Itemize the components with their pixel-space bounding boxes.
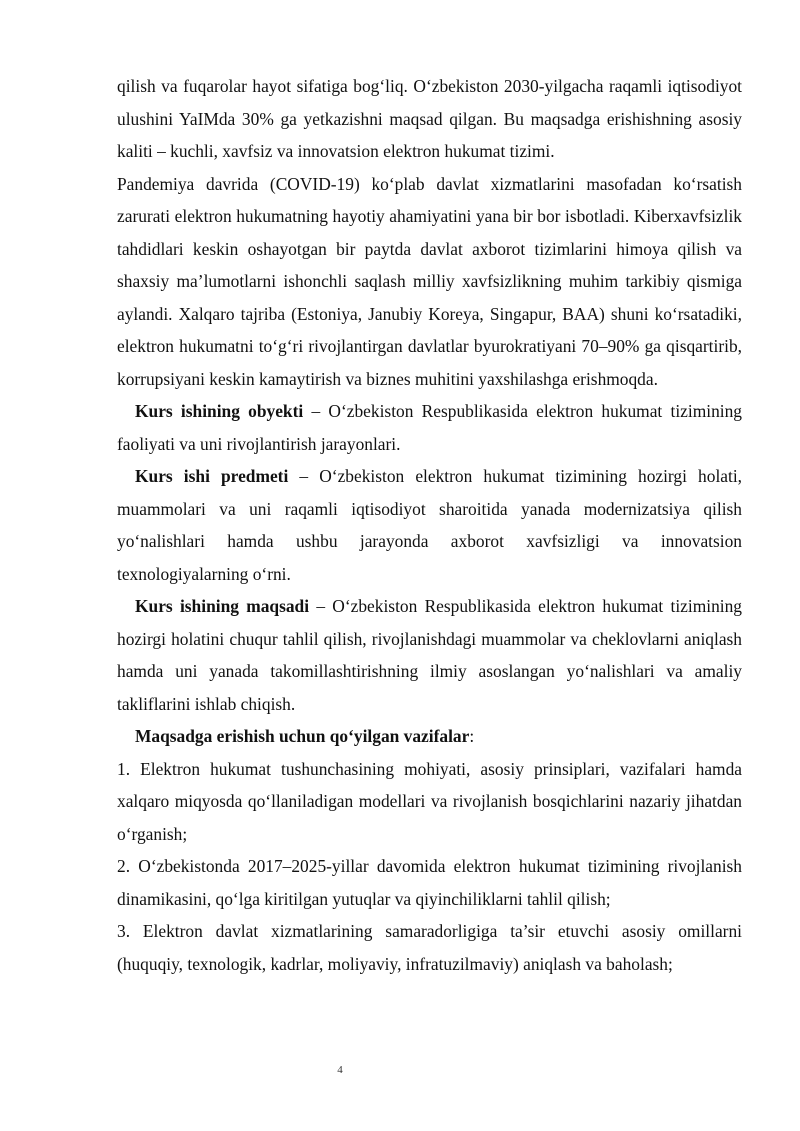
paragraph-goal [117,590,742,720]
paragraph-intro-continuation: qilish va fuqarolar hayot sifatiga bog‘liq. O‘zbekiston 2030-yilgacha raqamli iqtisodiyot ulushini YaIMda 30% ga yetkazishni maqsad qilgan. Bu maqsadga erishishning asosiy kaliti – kuchli, xavfsiz va innovatsion elektron hukumat tizimi. [117,76,742,161]
goal-text: – O‘zbekiston Respublikasida elektron hukumat tizimining hozirgi holatini chuqur tahlil qilish, rivojlanishdagi muammolar va cheklovlarni aniqlash hamda uni yanada takomillashtirishning ilmiy asoslangan yo‘nalishlari va amaliy takliflarini ishlab chiqish. [117,596,742,714]
paragraph-object [117,395,742,460]
task-item-2: 2. O‘zbekistonda 2017–2025-yillar davomida elektron hukumat tizimining rivojlanish dinamikasini, qo‘lga kiritilgan yutuqlar va qiyinchiliklarni tahlil qilish; [117,856,742,909]
task-item-3: 3. Elektron davlat xizmatlarining samaradorligiga ta’sir etuvchi asosiy omillarni (huquqiy, texnologik, kadrlar, moliyaviy, infratuzilmaviy) aniqlash va baholash; [117,921,742,974]
document-page [117,70,742,980]
tasks-colon: : [469,726,475,746]
tasks-label: Maqsadga erishish uchun qo‘yilgan vazifalar [135,726,470,746]
subject-text: – O‘zbekiston elektron hukumat tizimining hozirgi holati, muammolari va uni raqamli iqtisodiyot sharoitida yanada modernizatsiya qilish yo‘nalishlari hamda ushbu jarayonda axborot xavfsizligi va innovatsion texnologiyalarning o‘rni. [117,466,743,584]
object-label: Kurs ishining obyekti [135,401,304,421]
subject-label: Kurs ishi predmeti [135,466,289,486]
paragraph-tasks-heading [117,720,742,753]
goal-label: Kurs ishining maqsadi [135,596,310,616]
paragraph-pandemic: Pandemiya davrida (COVID-19) ko‘plab davlat xizmatlarini masofadan ko‘rsatish zarurati elektron hukumatning hayotiy ahamiyatini yana bir bor isbotladi. Kiberxavfsizlik tahdidlari keskin oshayotgan bir paytda davlat axborot tizimlarini himoya qilish va shaxsiy ma’lumotlarni ishonchli saqlash milliy xavfsizlikning muhim tarkibiy qismiga aylandi. Xalqaro tajriba (Estoniya, Janubiy Koreya, Singapur, BAA) shuni ko‘rsatadiki, elektron hukumatni to‘g‘ri rivojlantirgan davlatlar byurokratiyani 70–90% ga qisqartirib, korrupsiyani keskin kamaytirish va biznes muhitini yaxshilashga erishmoqda. [117,173,742,389]
task-item-1: 1. Elektron hukumat tushunchasining mohiyati, asosiy prinsiplari, vazifalari hamda xalqaro miqyosda qo‘llaniladigan modellari va rivojlanish bosqichlarini nazariy jihatdan o‘rganish; [117,758,742,844]
page-number: 4 [337,1064,343,1076]
object-text: – O‘zbekiston Respublikasida elektron hukumat tizimining faoliyati va uni rivojlantirish jarayonlari. [117,401,742,454]
paragraph-subject [117,460,742,590]
